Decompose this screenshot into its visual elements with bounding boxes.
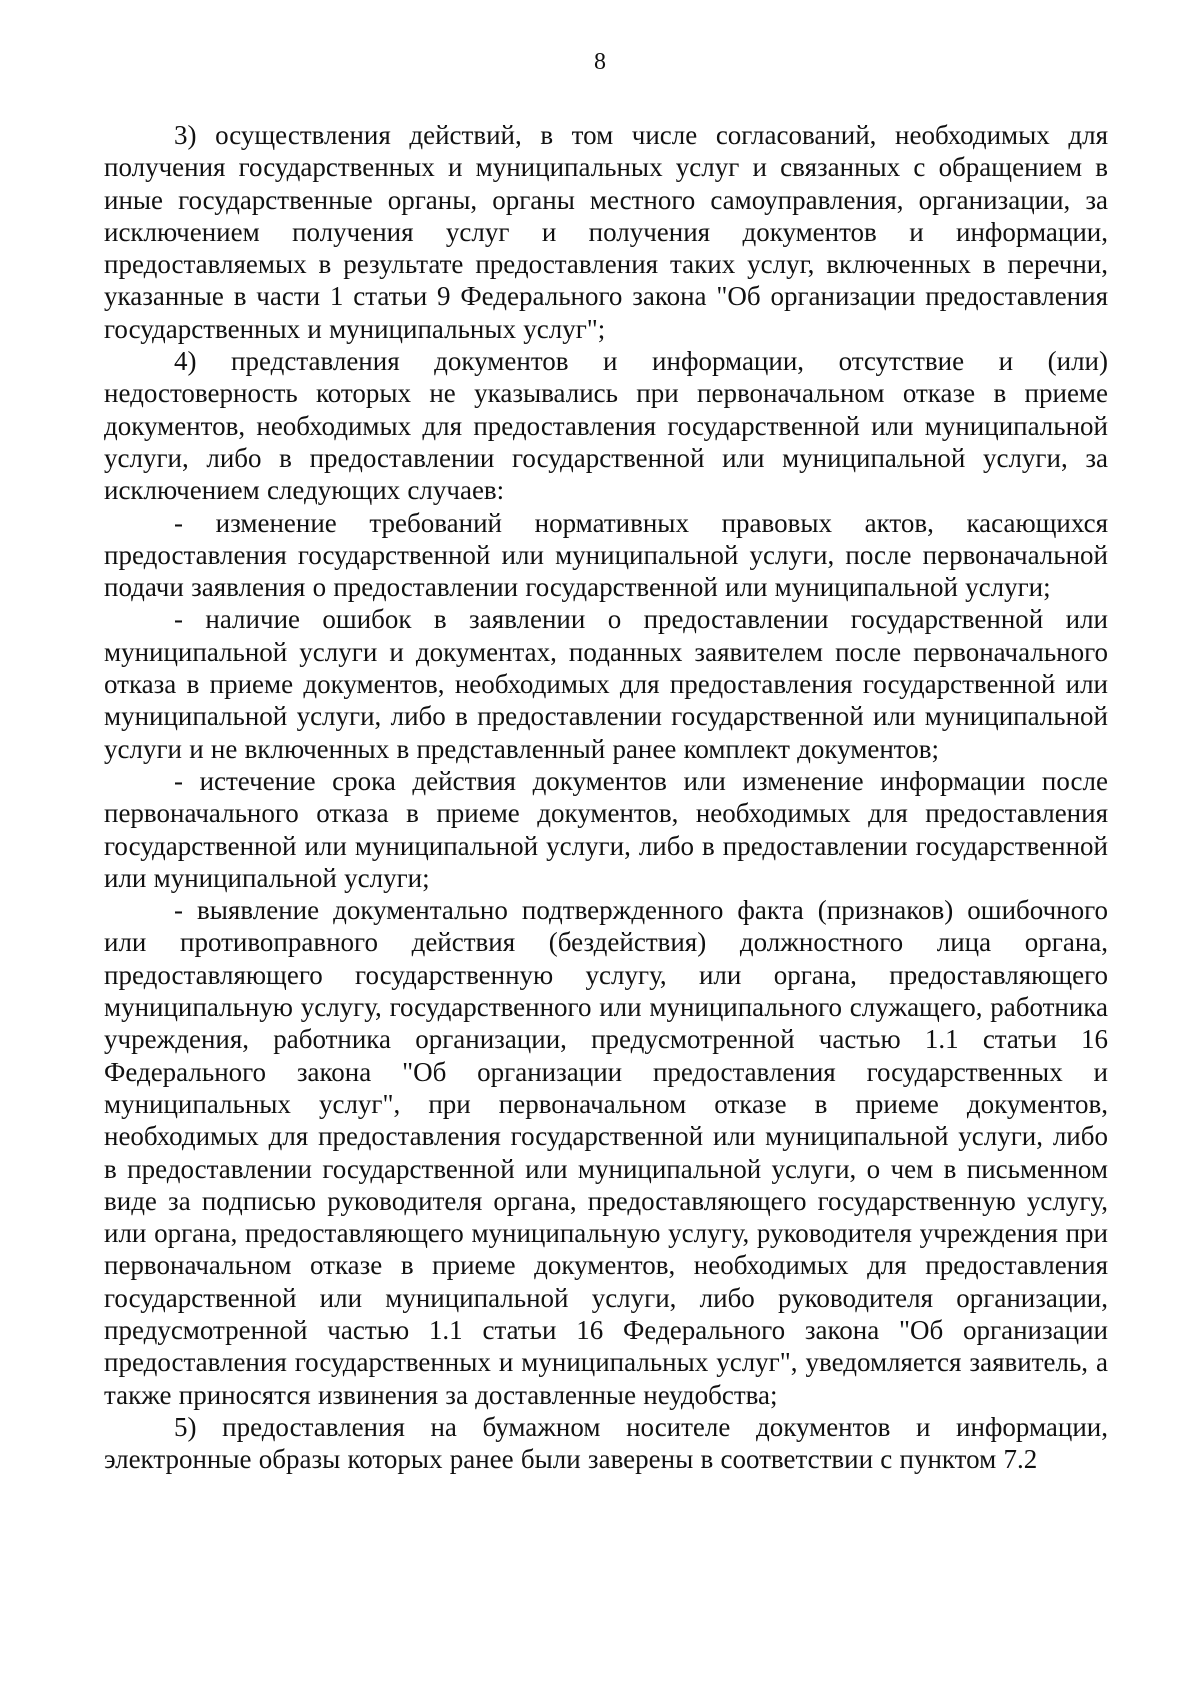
paragraph-case-misconduct: - выявление документально подтвержденного факта (признаков) ошибочного или противоправного действия (бездействия) должностного лица органа, предоставляющего государственную услугу, или органа, предоставляющего муниципальную услугу, государственного или муниципального служащего, работника учреждения, работника организации, предусмотренной частью 1.1 статьи 16 Федерального закона "Об организации предоставления государственных и муниципальных услуг", при первоначальном отказе в приеме документов, необходимых для предоставления государственной или муниципальной услуги, либо в предоставлении государственной или муниципальной услуги, о чем в письменном виде за подписью руководителя органа, предоставляющего государственную услугу, или органа, предоставляющего муниципальную услугу, руководителя учреждения при первоначальном отказе в приеме документов, необходимых для предоставления государственной или муниципальной услуги, либо руководителя организации, предусмотренной частью 1.1 статьи 16 Федерального закона "Об организации предоставления государственных и муниципальных услуг", уведомляется заявитель, а также приносятся извинения за доставленные неудобства; <box>104 895 1108 1410</box>
paragraph-case-requirements-change: - изменение требований нормативных правовых актов, касающихся предоставления государственной или муниципальной услуги, после первоначальной подачи заявления о предоставлении государственной или муниципальной услуги; <box>104 507 1108 603</box>
document-body <box>104 119 1108 1475</box>
paragraph-item-5: 5) предоставления на бумажном носителе документов и информации, электронные образы которых ранее были заверены в соответствии с пунктом 7.2 <box>104 1411 1108 1475</box>
page-number: 8 <box>594 49 606 75</box>
paragraph-case-errors: - наличие ошибок в заявлении о предоставлении государственной или муниципальной услуги и документах, поданных заявителем после первоначального отказа в приеме документов, необходимых для предоставления государственной или муниципальной услуги, либо в предоставлении государственной или муниципальной услуги и не включенных в представленный ранее комплект документов; <box>104 604 1108 764</box>
paragraph-case-expiry: - истечение срока действия документов или изменение информации после первоначального отказа в приеме документов, необходимых для предоставления государственной или муниципальной услуги, либо в предоставлении государственной или муниципальной услуги; <box>104 765 1108 893</box>
paragraph-item-4: 4) представления документов и информации, отсутствие и (или) недостоверность которых не указывались при первоначальном отказе в приеме документов, необходимых для предоставления государственной или муниципальной услуги, либо в предоставлении государственной или муниципальной услуги, за исключением следующих случаев: <box>104 346 1108 506</box>
paragraph-item-3: 3) осуществления действий, в том числе согласований, необходимых для получения государственных и муниципальных услуг и связанных с обращением в иные государственные органы, органы местного самоуправления, организации, за исключением получения услуг и получения документов и информации, предоставляемых в результате предоставления таких услуг, включенных в перечни, указанные в части 1 статьи 9 Федерального закона "Об организации предоставления государственных и муниципальных услуг"; <box>104 120 1108 344</box>
